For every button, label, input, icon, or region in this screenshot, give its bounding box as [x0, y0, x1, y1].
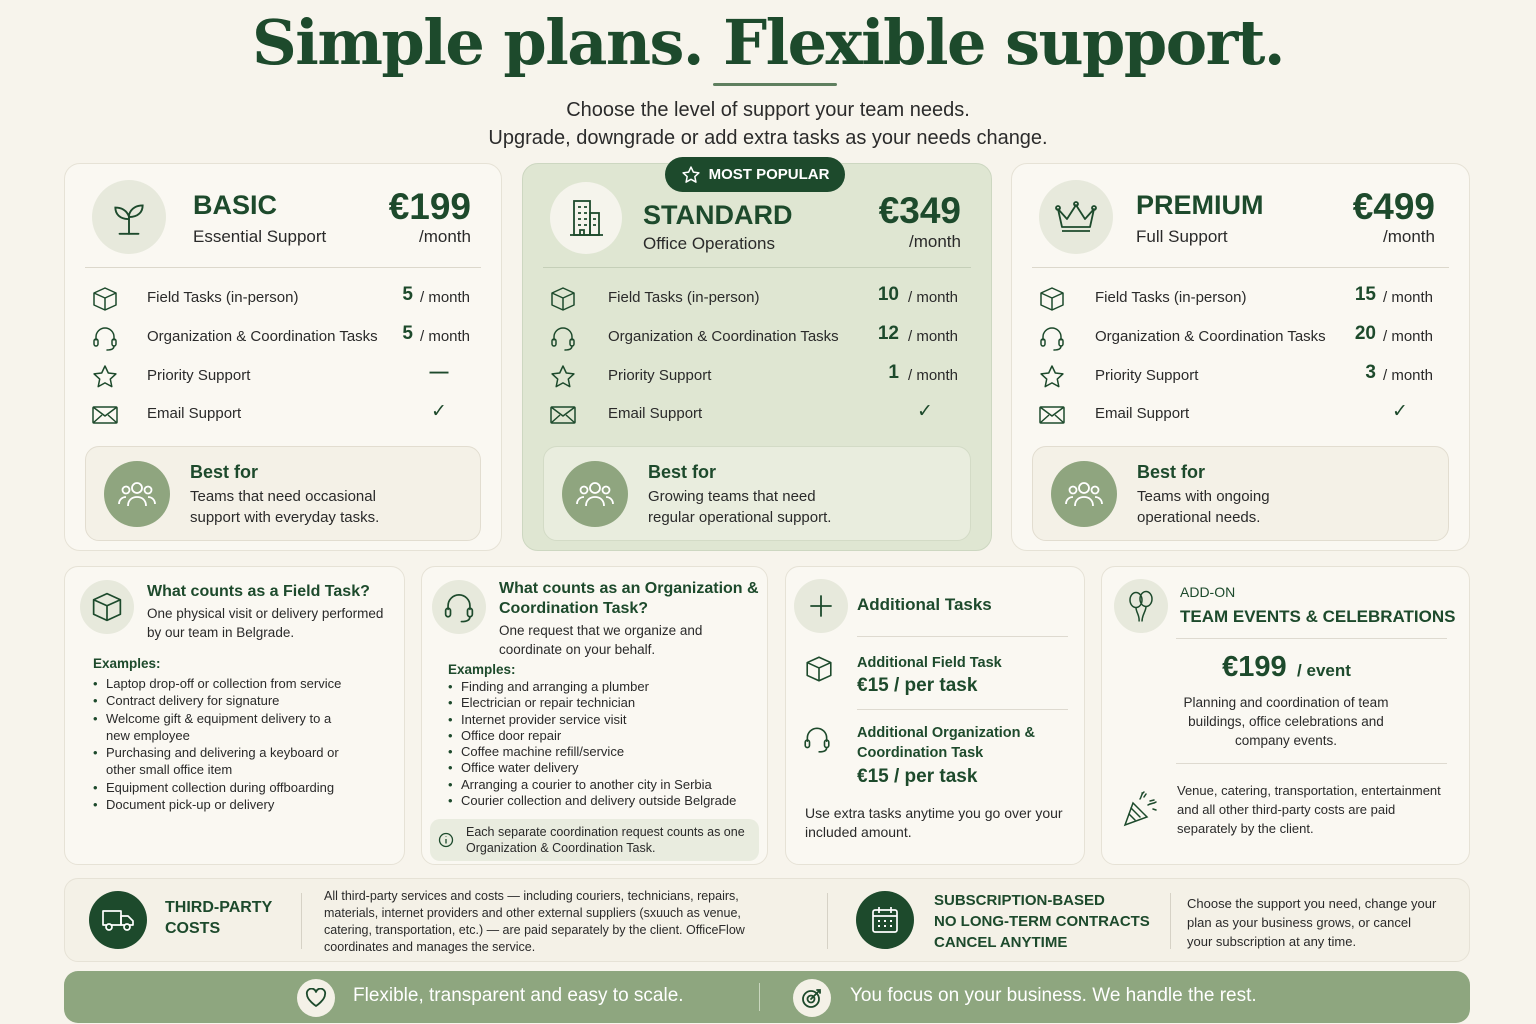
check-icon: ✓	[917, 401, 933, 422]
feature-row-org	[91, 323, 475, 353]
feature-row-field	[549, 284, 965, 314]
addon-price: €199	[1222, 651, 1287, 683]
feature-label: Organization & Coordination Tasks	[147, 328, 378, 345]
field-task-info-card	[64, 566, 405, 865]
list-item: • Internet provider service visit	[448, 712, 763, 728]
feature-label: Organization & Coordination Tasks	[1095, 328, 1326, 345]
third-party-heading: THIRD-PARTY COSTS	[165, 899, 272, 937]
feature-value: 3	[1365, 362, 1376, 383]
divider	[857, 709, 1068, 710]
info-circle-icon	[438, 832, 454, 848]
separator	[827, 893, 828, 949]
third-party-text: All third-party services and costs — including couriers, technicians, repairs, materials, internet providers and other external suppliers (sxuuch as venue, catering, transportation, etc.) — are paid separately by the client. OfficeFlow coordinates and manages the service.	[324, 889, 745, 954]
list-item: • Welcome gift & equipment delivery to a new employee	[93, 710, 333, 745]
info-description: One request that we organize and coordinate on your behalf.	[499, 623, 703, 657]
plan-icon-wrap	[1039, 180, 1113, 254]
calendar-icon	[870, 905, 900, 935]
addon-card	[1101, 566, 1470, 865]
best-for-box	[1032, 446, 1449, 541]
feature-row-org	[1038, 323, 1443, 353]
best-for-text: Growing teams that need regular operational support.	[648, 488, 832, 526]
divider	[85, 267, 481, 268]
examples-label: Examples:	[448, 662, 516, 677]
feature-row-priority	[91, 362, 475, 392]
headset-icon	[549, 325, 577, 351]
feature-row-email	[1038, 400, 1443, 430]
feature-row-org	[549, 323, 965, 353]
plus-icon	[807, 592, 835, 620]
best-for-icon-wrap	[562, 461, 628, 527]
feature-row-field	[1038, 284, 1443, 314]
feature-label: Priority Support	[147, 367, 251, 384]
feature-label: Email Support	[1095, 405, 1190, 422]
feature-value: 15	[1354, 284, 1376, 305]
feature-unit: / month	[908, 289, 959, 306]
title-underline	[713, 83, 837, 86]
separator	[301, 893, 302, 949]
info-icon-wrap	[432, 580, 486, 634]
info-title: What counts as a Field Task?	[147, 583, 370, 600]
feature-value: 20	[1354, 323, 1376, 344]
envelope-icon	[1038, 402, 1066, 428]
headset-icon	[442, 591, 476, 623]
sprout-icon	[108, 196, 150, 238]
check-icon: ✓	[1392, 401, 1408, 422]
best-for-box	[543, 446, 971, 541]
best-for-title: Best for	[648, 462, 717, 482]
feature-value: 12	[877, 323, 899, 344]
separator	[759, 983, 760, 1011]
subscription-heading	[934, 890, 1150, 953]
footer-icon-wrap	[793, 979, 831, 1017]
info-icon-wrap	[80, 580, 134, 634]
box-icon	[549, 286, 577, 312]
divider	[1176, 763, 1447, 764]
addon-description: Planning and coordination of team buildings, office celebrations and company events.	[1183, 695, 1389, 748]
feature-label: Field Tasks (in-person)	[147, 289, 299, 306]
plan-price: €199	[388, 186, 471, 227]
additional-org-price: €15 / per task	[857, 766, 978, 787]
feature-label: Field Tasks (in-person)	[608, 289, 760, 306]
footer-icon-wrap	[297, 979, 335, 1017]
additional-field-title: Additional Field Task	[857, 655, 1002, 671]
additional-tasks-card	[785, 566, 1085, 865]
plan-period: /month	[419, 227, 471, 246]
plan-price: €499	[1352, 186, 1435, 227]
headset-icon	[1038, 325, 1066, 351]
strip-icon-wrap	[856, 891, 914, 949]
feature-row-field	[91, 284, 475, 314]
divider	[857, 636, 1068, 637]
additional-field-price: €15 / per task	[857, 675, 978, 696]
plan-icon-wrap	[550, 182, 622, 254]
envelope-icon	[91, 402, 119, 428]
feature-unit: / month	[908, 328, 959, 345]
best-for-text: Teams with ongoing operational needs.	[1137, 488, 1270, 526]
feature-unit: / month	[1383, 289, 1434, 306]
list-item: • Electrician or repair technician	[448, 695, 763, 711]
feature-row-email	[91, 400, 475, 430]
headset-icon	[802, 725, 832, 753]
list-item: • Finding and arranging a plumber	[448, 679, 763, 695]
feature-label: Field Tasks (in-person)	[1095, 289, 1247, 306]
list-item: • Document pick-up or delivery	[93, 796, 383, 813]
feature-unit: / month	[420, 328, 471, 345]
box-icon	[90, 591, 124, 623]
list-item: • Coffee machine refill/service	[448, 744, 763, 760]
feature-value: 10	[877, 284, 899, 305]
feature-unit: / month	[1383, 328, 1434, 345]
additional-org-title: Additional Organization & Coordination Task	[857, 725, 1036, 761]
feature-unit: / month	[1383, 367, 1434, 384]
most-popular-badge	[665, 157, 845, 192]
feature-label: Organization & Coordination Tasks	[608, 328, 839, 345]
examples-label: Examples:	[93, 656, 161, 671]
info-description: One physical visit or delivery performed by our team in Belgrade.	[147, 606, 384, 640]
best-for-title: Best for	[190, 462, 259, 482]
subscription-text: Choose the support you need, change your plan as your business grows, or cancel your subscription at any time.	[1187, 896, 1437, 949]
plan-period: /month	[909, 232, 961, 251]
addon-price-unit: / event	[1297, 661, 1351, 680]
info-title: Additional Tasks	[857, 595, 992, 614]
info-icon-wrap	[1114, 579, 1168, 633]
examples-list	[448, 679, 763, 809]
examples-list	[93, 675, 383, 813]
subtitle-line-2: Upgrade, downgrade or add extra tasks as your needs change.	[488, 127, 1048, 149]
list-item: • Purchasing and delivering a keyboard or other small office item	[93, 744, 343, 779]
feature-unit: / month	[420, 289, 471, 306]
subscription-line: NO LONG-TERM CONTRACTS	[934, 913, 1150, 930]
box-icon	[1038, 286, 1066, 312]
plan-period: /month	[1383, 227, 1435, 246]
list-item: • Courier collection and delivery outside Belgrade	[448, 793, 763, 809]
plan-card-premium[interactable]	[1011, 163, 1470, 551]
list-item: • Office door repair	[448, 728, 763, 744]
people-icon	[575, 478, 615, 510]
plan-card-standard[interactable]	[522, 163, 992, 551]
list-item: • Laptop drop-off or collection from service	[93, 675, 383, 692]
separator	[1170, 893, 1171, 949]
divider	[1176, 638, 1447, 639]
plan-subtitle: Essential Support	[193, 227, 327, 246]
star-icon	[681, 165, 701, 185]
info-icon-wrap	[794, 579, 848, 633]
target-icon	[800, 986, 824, 1010]
plan-name: PREMIUM	[1136, 190, 1264, 220]
note-text: Each separate coordination request counts as one Organization & Coordination Task.	[466, 825, 745, 855]
page-title: Simple plans. Flexible support.	[252, 6, 1284, 79]
divider	[543, 267, 971, 268]
additional-footer: Use extra tasks anytime you go over your included amount.	[805, 805, 1063, 840]
balloons-icon	[1125, 589, 1157, 623]
party-popper-icon	[1120, 789, 1160, 829]
plan-name: BASIC	[193, 190, 278, 220]
org-task-info-card	[421, 566, 768, 865]
star-outline-icon	[91, 364, 119, 390]
footer-banner	[64, 971, 1470, 1023]
people-icon	[117, 478, 157, 510]
note-box	[430, 819, 759, 861]
box-icon	[91, 286, 119, 312]
plan-card-basic[interactable]	[64, 163, 502, 551]
divider	[1032, 267, 1449, 268]
footer-left-text: Flexible, transparent and easy to scale.	[353, 985, 684, 1006]
best-for-title: Best for	[1137, 462, 1206, 482]
feature-label: Email Support	[147, 405, 242, 422]
feature-label: Priority Support	[608, 367, 712, 384]
best-for-icon-wrap	[1051, 461, 1117, 527]
building-icon	[566, 197, 606, 239]
truck-icon	[101, 907, 135, 933]
subtitle-line-1: Choose the level of support your team needs.	[566, 99, 970, 121]
crown-icon	[1054, 199, 1098, 235]
addon-costs-note: Venue, catering, transportation, entertainment and all other third-party costs are paid separately by the client.	[1177, 783, 1441, 836]
envelope-icon	[549, 402, 577, 428]
feature-label: Priority Support	[1095, 367, 1199, 384]
feature-row-email	[549, 400, 965, 430]
feature-value: 1	[888, 362, 899, 383]
headset-icon	[91, 325, 119, 351]
addon-title: TEAM EVENTS & CELEBRATIONS	[1180, 607, 1456, 626]
plan-name: STANDARD	[643, 200, 793, 230]
heart-icon	[305, 988, 327, 1008]
list-item: • Office water delivery	[448, 760, 763, 776]
feature-unit: / month	[908, 367, 959, 384]
info-strip	[64, 878, 1470, 962]
list-item: • Contract delivery for signature	[93, 692, 383, 709]
subscription-line: SUBSCRIPTION-BASED	[934, 892, 1105, 909]
best-for-box	[85, 446, 481, 541]
feature-row-priority	[1038, 362, 1443, 392]
addon-price-row	[1102, 651, 1471, 684]
star-outline-icon	[549, 364, 577, 390]
people-icon	[1064, 478, 1104, 510]
footer-right-text: You focus on your business. We handle the rest.	[850, 985, 1257, 1006]
feature-value: 5	[402, 284, 413, 305]
info-title: What counts as an Organization & Coordination Task?	[499, 580, 759, 617]
best-for-icon-wrap	[104, 461, 170, 527]
feature-value: 5	[402, 323, 413, 344]
box-icon	[804, 655, 834, 683]
addon-kicker: ADD-ON	[1180, 584, 1236, 600]
plan-price: €349	[878, 190, 961, 231]
badge-label: MOST POPULAR	[708, 166, 830, 183]
plan-subtitle: Office Operations	[643, 234, 775, 253]
feature-value: —	[429, 362, 449, 383]
feature-row-priority	[549, 362, 965, 392]
list-item: • Equipment collection during offboarding	[93, 779, 383, 796]
strip-icon-wrap	[89, 891, 147, 949]
star-outline-icon	[1038, 364, 1066, 390]
plan-icon-wrap	[92, 180, 166, 254]
feature-label: Email Support	[608, 405, 703, 422]
best-for-text: Teams that need occasional support with everyday tasks.	[190, 488, 380, 526]
subscription-line: CANCEL ANYTIME	[934, 934, 1068, 951]
check-icon: ✓	[431, 401, 447, 422]
list-item: • Arranging a courier to another city in Serbia	[448, 777, 763, 793]
plan-subtitle: Full Support	[1136, 227, 1228, 246]
